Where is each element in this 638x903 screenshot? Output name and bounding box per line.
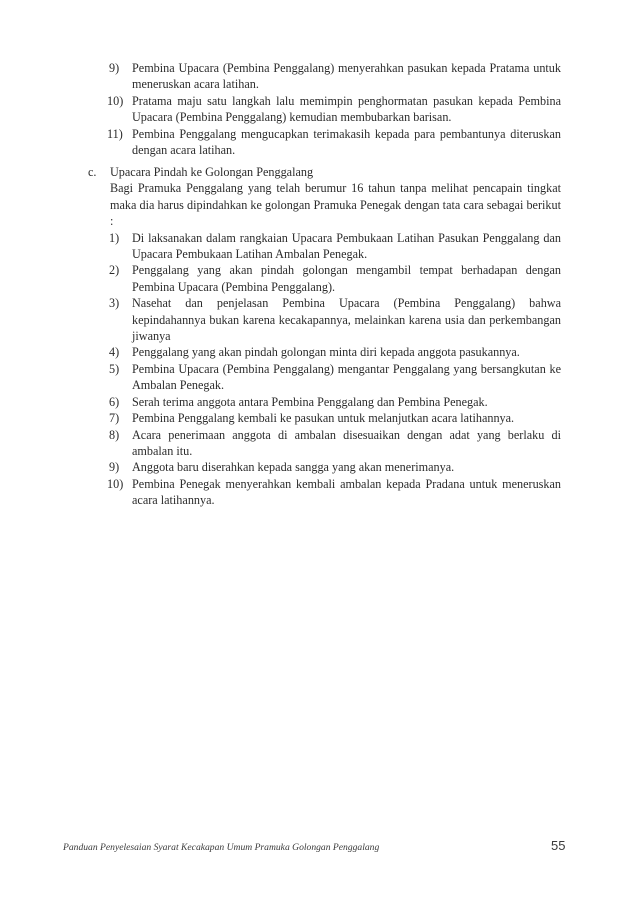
list-item: [109, 93, 561, 126]
item-text: Di laksanakan dalam rangkaian Upacara Pembukaan Latihan Pasukan Penggalang dan Upacara Pembukaan Latihan Ambalan Penegak.: [132, 230, 561, 262]
item-text: Acara penerimaan anggota di ambalan disesuaikan dengan adat yang berlaku di ambalan itu.: [132, 427, 561, 458]
list-item: [109, 410, 561, 426]
item-text: Pembina Penggalang mengucapkan terimakasih kepada para pembantunya diteruskan dengan acara latihan.: [132, 126, 561, 158]
page-number: 55: [551, 838, 566, 853]
list-item: [109, 394, 561, 410]
item-text: Penggalang yang akan pindah golongan minta diri kepada anggota pasukannya.: [132, 345, 520, 360]
list-item: [109, 60, 561, 93]
item-number: 1): [109, 230, 120, 245]
footer-title: Panduan Penyelesaian Syarat Kecakapan Umum Pramuka Golongan Penggalang: [63, 842, 380, 853]
section-heading: [88, 164, 561, 180]
item-number: 4): [109, 345, 120, 360]
item-number: 8): [109, 427, 120, 442]
item-text: Pembina Penegak menyerahkan kembali ambalan kepada Pradana untuk meneruskan acara latihannya.: [132, 476, 561, 508]
item-number: 11): [107, 126, 123, 141]
item-text: Pembina Upacara (Pembina Penggalang) menyerahkan pasukan kepada Pratama untuk meneruskan acara latihan.: [132, 61, 561, 92]
item-number: 10): [107, 476, 124, 491]
list-item: [109, 427, 561, 460]
list-item: [109, 126, 561, 159]
item-text: Anggota baru diserahkan kepada sangga yang akan menerimanya.: [132, 460, 455, 475]
top-numbered-list: [109, 60, 561, 158]
item-text: Pembina Penggalang kembali ke pasukan untuk melanjutkan acara latihannya.: [132, 411, 515, 426]
list-item: [109, 344, 561, 360]
item-text: Pembina Upacara (Pembina Penggalang) mengantar Penggalang yang bersangkutan ke Ambalan Penegak.: [132, 361, 561, 393]
section-c-numbered-list: [109, 230, 561, 509]
item-text: Penggalang yang akan pindah golongan mengambil tempat berhadapan dengan Pembina Upacara (Pembina Penggalang).: [132, 263, 561, 294]
item-text: Nasehat dan penjelasan Pembina Upacara (Pembina Penggalang) bahwa kepindahannya bukan karena kecakapannya, melainkan karena usia dan perkembangan jiwanya: [132, 296, 561, 344]
list-item: [109, 459, 561, 475]
item-text: Pratama maju satu langkah lalu memimpin penghormatan pasukan kepada Pembina Upacara (Pembina Penggalang) kemudian membubarkan barisan.: [132, 93, 561, 125]
list-item: [109, 361, 561, 394]
item-number: 2): [109, 263, 120, 278]
item-text: Serah terima anggota antara Pembina Penggalang dan Pembina Penegak.: [132, 394, 488, 409]
item-number: 10): [107, 93, 124, 108]
section-title: Upacara Pindah ke Golongan Penggalang: [110, 165, 314, 179]
item-number: 9): [109, 460, 120, 475]
section-intro: Bagi Pramuka Penggalang yang telah berumur 16 tahun tanpa melihat pencapain tingkat maka dia harus dipindahkan ke golongan Pramuka Penegak dengan tata cara sebagai berikut :: [110, 181, 561, 229]
item-number: 6): [109, 394, 120, 409]
list-item: [109, 476, 561, 509]
section-c: [88, 164, 561, 509]
item-number: 9): [109, 61, 120, 75]
list-item: [109, 295, 561, 344]
item-number: 7): [109, 411, 120, 426]
item-number: 3): [109, 296, 120, 311]
list-item: [109, 262, 561, 295]
section-letter: c.: [88, 165, 97, 179]
list-item: [109, 230, 561, 263]
item-number: 5): [109, 361, 120, 376]
